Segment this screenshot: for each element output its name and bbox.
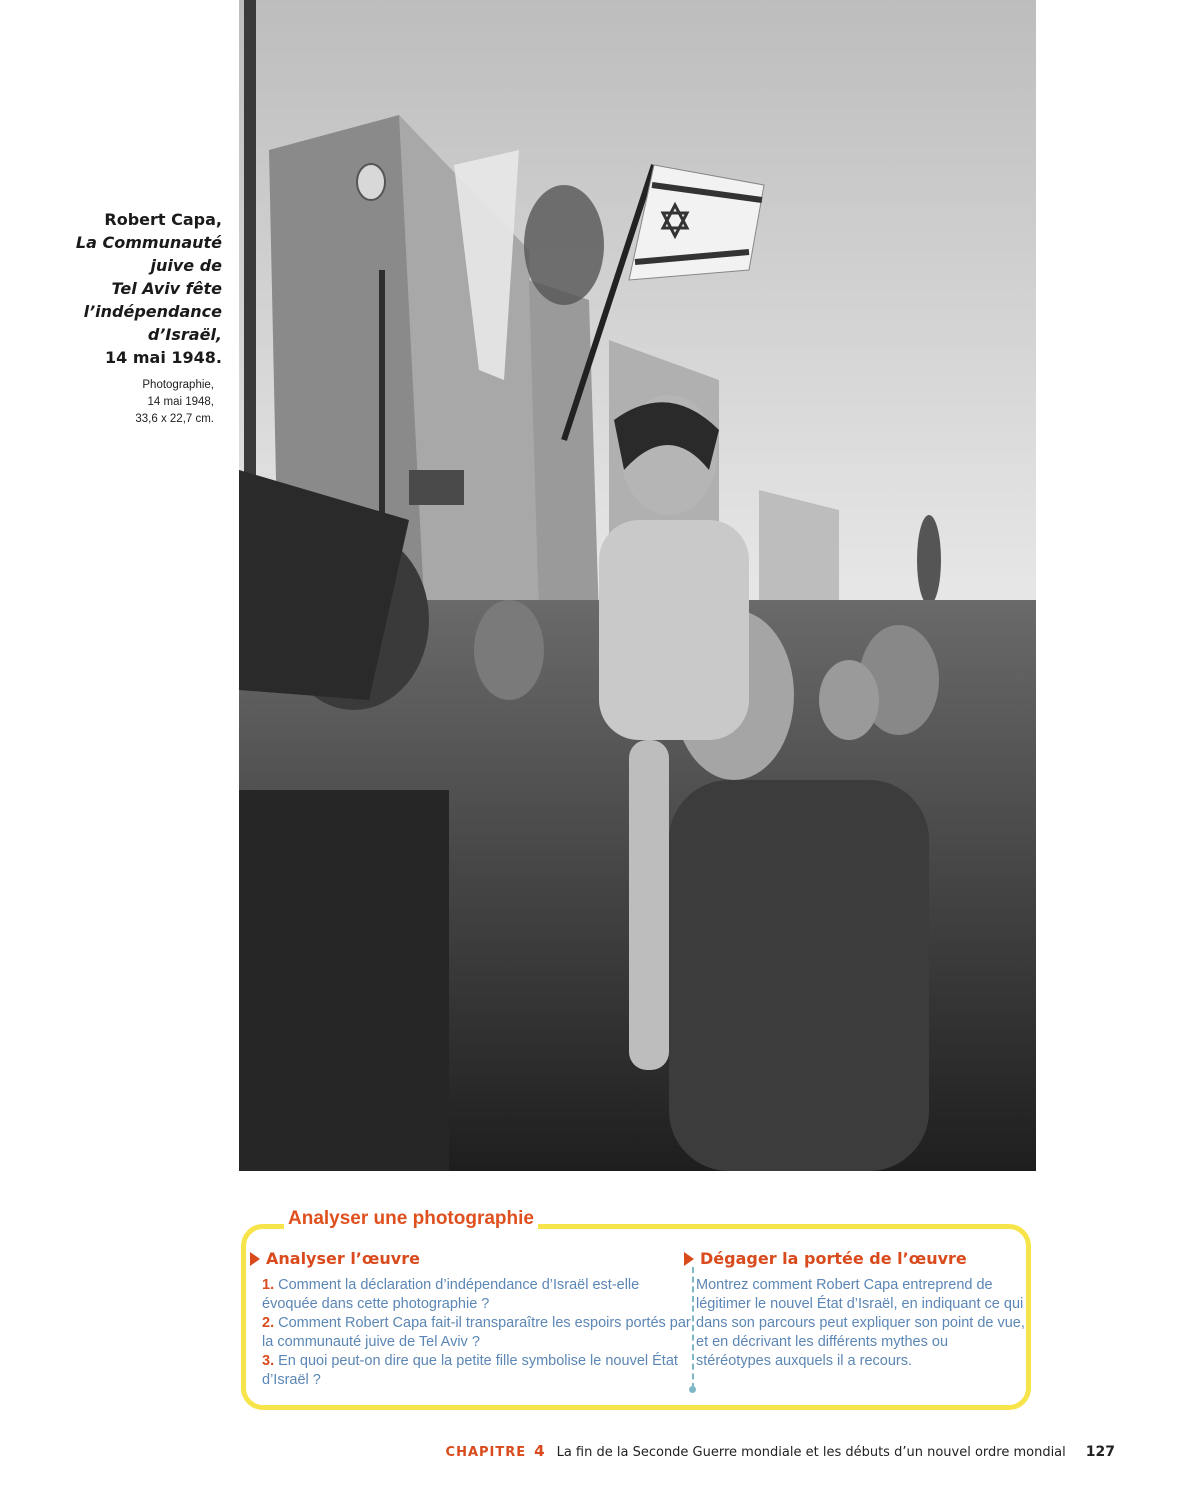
portee-heading-text: Dégager la portée de l’œuvre xyxy=(700,1249,967,1268)
caption-title-line: Tel Aviv fête xyxy=(111,279,222,298)
analyse-questions xyxy=(262,1276,692,1390)
photograph xyxy=(239,0,1036,1171)
caption-title-line: l’indépendance xyxy=(83,302,222,321)
caption-date: 14 mai 1948. xyxy=(105,348,222,367)
analyse-heading-text: Analyser l’œuvre xyxy=(266,1249,420,1268)
question xyxy=(262,1276,692,1314)
question-text: En quoi peut-on dire que la petite fille symbolise le nouvel État d’Israël ? xyxy=(262,1353,678,1388)
page-footer xyxy=(446,1442,1115,1460)
activity-box xyxy=(241,1224,1031,1410)
caption-title-line: juive de xyxy=(150,256,222,275)
question-number: 2. xyxy=(262,1315,275,1331)
caption-meta-line: 14 mai 1948, xyxy=(147,396,214,408)
question xyxy=(262,1314,692,1352)
caption-meta-line: Photographie, xyxy=(142,379,214,391)
page-number: 127 xyxy=(1085,1444,1115,1460)
caption-author: Robert Capa, xyxy=(104,210,222,229)
triangle-bullet-icon xyxy=(250,1252,260,1266)
question-text: Comment la déclaration d’indépendance d’Israël est-elle évoquée dans cette photographie ? xyxy=(262,1277,640,1312)
triangle-bullet-icon xyxy=(684,1252,694,1266)
analyse-column xyxy=(262,1249,692,1390)
caption-title-line: d’Israël, xyxy=(147,325,222,344)
photo-caption xyxy=(40,208,222,428)
question-number: 3. xyxy=(262,1353,275,1369)
chapter-title: La fin de la Seconde Guerre mondiale et les débuts d’un nouvel ordre mondial xyxy=(556,1445,1066,1460)
chapter-number: 4 xyxy=(534,1442,545,1460)
activity-title: Analyser une photographie xyxy=(284,1208,538,1230)
divider-dot-icon xyxy=(689,1386,696,1393)
caption-meta-line: 33,6 x 22,7 cm. xyxy=(135,413,214,425)
question-text: Comment Robert Capa fait-il transparaître les espoirs portés par la communauté juive de Tel Aviv ? xyxy=(262,1315,691,1350)
caption-title-line: La Communauté xyxy=(75,233,222,252)
portee-heading xyxy=(696,1249,1026,1268)
portee-text: Montrez comment Robert Capa entreprend de légitimer le nouvel État d’Israël, en indiquant ce qui dans son parcours peut expliquer son point de vue, et en décrivant les différents mythes ou stéréotypes auxquels il a recours. xyxy=(696,1277,1025,1369)
photograph-illustration xyxy=(239,0,1036,1171)
portee-column xyxy=(696,1249,1026,1371)
chapter-label: CHAPITRE xyxy=(445,1445,527,1460)
question-number: 1. xyxy=(262,1277,275,1293)
analyse-heading xyxy=(262,1249,692,1268)
question xyxy=(262,1352,692,1390)
column-divider xyxy=(692,1267,694,1389)
caption-meta xyxy=(40,377,222,428)
